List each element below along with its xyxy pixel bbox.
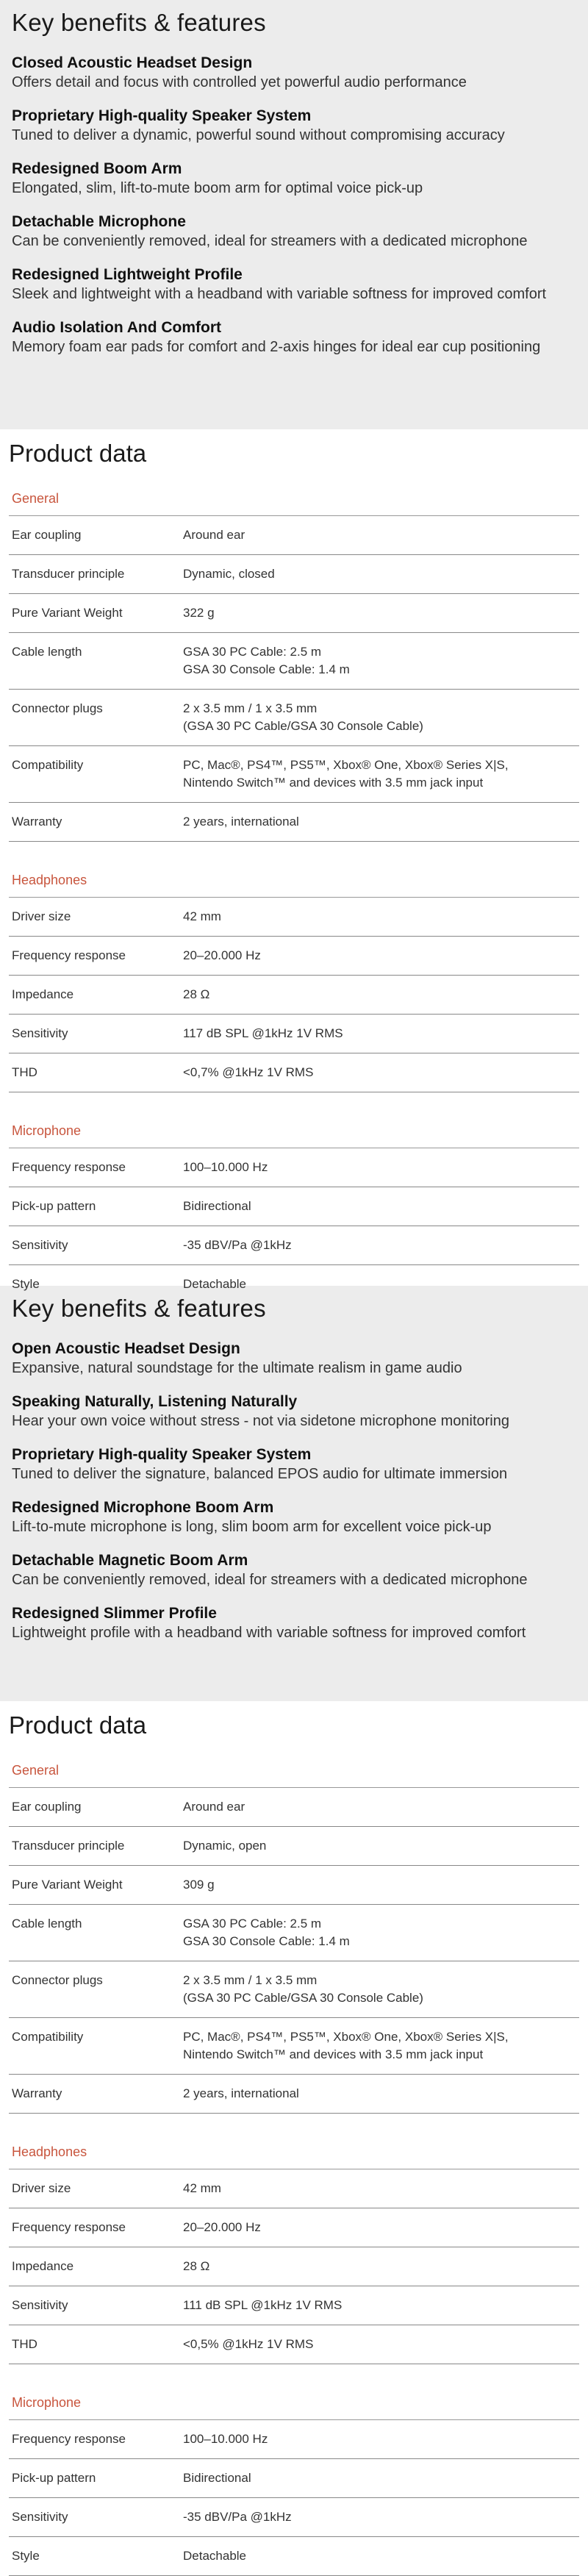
benefit-title: Redesigned Microphone Boom Arm (12, 1499, 274, 1516)
benefit-title: Closed Acoustic Headset Design (12, 54, 253, 71)
key-benefits-heading: Key benefits & features (12, 9, 266, 36)
benefit-title: Audio Isolation And Comfort (12, 319, 222, 336)
spec-group (9, 2136, 579, 2364)
benefit-item (12, 1498, 576, 1537)
spec-label: Sensitivity (12, 2298, 68, 2312)
spec-row (9, 1905, 579, 1961)
spec-row (9, 2075, 579, 2114)
spec-row (9, 1226, 579, 1265)
spec-group-title: Microphone (9, 1115, 579, 1148)
spec-label: Pick-up pattern (12, 2471, 96, 2485)
spec-label: Frequency response (12, 2432, 126, 2446)
key-benefits-heading: Key benefits & features (12, 1295, 266, 1322)
spec-label: Compatibility (12, 2030, 84, 2044)
spec-group (9, 864, 579, 1092)
spec-row (9, 937, 579, 976)
spec-value: <0,7% @1kHz 1V RMS (183, 1065, 314, 1079)
benefit-item (12, 212, 576, 251)
spec-value: Around ear (183, 1800, 245, 1814)
spec-row (9, 898, 579, 937)
benefit-item (12, 1550, 576, 1590)
spec-label: Ear coupling (12, 528, 82, 542)
spec-row (9, 1961, 579, 2018)
spec-value: Bidirectional (183, 1199, 251, 1213)
spec-label: Sensitivity (12, 1238, 68, 1252)
spec-value: GSA 30 PC Cable: 2.5 m GSA 30 Console Cable: 1.4 m (183, 645, 350, 676)
benefit-item (12, 1603, 576, 1643)
benefit-description: Tuned to deliver the signature, balanced EPOS audio for ultimate immersion (12, 1466, 508, 1482)
spec-value: 28 Ω (183, 2259, 210, 2273)
spec-group-title: Headphones (9, 864, 579, 898)
spec-label: Frequency response (12, 1160, 126, 1174)
spec-row (9, 976, 579, 1015)
spec-label: Frequency response (12, 948, 126, 962)
spec-row (9, 1015, 579, 1053)
spec-row (9, 1827, 579, 1866)
benefit-item (12, 1392, 576, 1431)
benefit-description: Hear your own voice without stress - not via sidetone microphone monitoring (12, 1413, 509, 1429)
spec-value: 309 g (183, 1878, 215, 1892)
spec-label: Cable length (12, 1917, 82, 1931)
spec-value: 20–20.000 Hz (183, 948, 261, 962)
spec-row (9, 633, 579, 690)
spec-row (9, 1788, 579, 1827)
benefit-title: Proprietary High-quality Speaker System (12, 1446, 312, 1463)
benefit-title: Proprietary High-quality Speaker System (12, 107, 312, 124)
spec-label: Driver size (12, 909, 71, 923)
spec-value: Dynamic, closed (183, 567, 275, 581)
spec-value: 42 mm (183, 2181, 221, 2195)
spec-value: 2 x 3.5 mm / 1 x 3.5 mm (GSA 30 PC Cable/GSA 30 Console Cable) (183, 1973, 423, 2005)
spec-row (9, 2247, 579, 2286)
benefit-item (12, 106, 576, 146)
spec-label: Frequency response (12, 2220, 126, 2234)
spec-row (9, 1866, 579, 1905)
spec-group-title: Headphones (9, 2136, 579, 2169)
benefit-description: Can be conveniently removed, ideal for streamers with a dedicated microphone (12, 1572, 528, 1588)
spec-value: 111 dB SPL @1kHz 1V RMS (183, 2298, 343, 2312)
product-data-section-1 (0, 429, 588, 1291)
benefit-description: Tuned to deliver a dynamic, powerful sound without compromising accuracy (12, 127, 505, 143)
spec-group (9, 2386, 579, 2576)
benefit-item (12, 53, 576, 93)
spec-value: 117 dB SPL @1kHz 1V RMS (183, 1026, 343, 1040)
benefit-item (12, 1445, 576, 1484)
spec-value: 20–20.000 Hz (183, 2220, 261, 2234)
spec-row (9, 2420, 579, 2459)
benefit-item (12, 1339, 576, 1378)
benefit-item (12, 159, 576, 198)
spec-row (9, 555, 579, 594)
spec-value: 100–10.000 Hz (183, 1160, 268, 1174)
benefit-description: Lightweight profile with a headband with variable softness for improved comfort (12, 1625, 526, 1641)
benefit-description: Elongated, slim, lift-to-mute boom arm for optimal voice pick-up (12, 180, 423, 196)
spec-row (9, 2208, 579, 2247)
benefit-description: Can be conveniently removed, ideal for streamers with a dedicated microphone (12, 233, 528, 249)
benefit-description: Offers detail and focus with controlled yet powerful audio performance (12, 74, 467, 90)
benefit-item (12, 265, 576, 304)
spec-label: THD (12, 1065, 37, 1079)
spec-group-title: General (9, 1754, 579, 1788)
spec-label: Connector plugs (12, 1973, 103, 1987)
spec-label: Pick-up pattern (12, 1199, 96, 1213)
spec-label: Style (12, 1277, 40, 1291)
spec-label: Pure Variant Weight (12, 1878, 123, 1892)
spec-value: 2 x 3.5 mm / 1 x 3.5 mm (GSA 30 PC Cable/GSA 30 Console Cable) (183, 701, 423, 733)
benefit-title: Redesigned Lightweight Profile (12, 266, 243, 283)
benefit-title: Detachable Microphone (12, 213, 186, 230)
benefit-title: Redesigned Slimmer Profile (12, 1605, 217, 1622)
spec-value: Bidirectional (183, 2471, 251, 2485)
spec-group (9, 482, 579, 842)
spec-value: 322 g (183, 606, 215, 620)
spec-row (9, 2498, 579, 2537)
product-data-heading: Product data (9, 1711, 147, 1739)
spec-group (9, 1115, 579, 1304)
spec-value: Dynamic, open (183, 1839, 267, 1853)
spec-label: Compatibility (12, 758, 84, 772)
spec-label: Transducer principle (12, 567, 125, 581)
spec-row (9, 516, 579, 555)
spec-row (9, 2325, 579, 2364)
benefit-title: Speaking Naturally, Listening Naturally (12, 1393, 298, 1410)
spec-label: THD (12, 2337, 37, 2351)
spec-value: GSA 30 PC Cable: 2.5 m GSA 30 Console Cable: 1.4 m (183, 1917, 350, 1948)
spec-row (9, 594, 579, 633)
spec-value: -35 dBV/Pa @1kHz (183, 2510, 292, 2524)
benefit-title: Redesigned Boom Arm (12, 160, 182, 177)
spec-row (9, 2459, 579, 2498)
spec-row (9, 1148, 579, 1187)
spec-value: 2 years, international (183, 815, 299, 829)
spec-label: Warranty (12, 815, 62, 829)
spec-label: Sensitivity (12, 2510, 68, 2524)
spec-row (9, 746, 579, 803)
spec-value: <0,5% @1kHz 1V RMS (183, 2337, 314, 2351)
benefit-item (12, 318, 576, 357)
spec-row (9, 1053, 579, 1092)
spec-row (9, 1187, 579, 1226)
product-data-heading: Product data (9, 440, 147, 467)
key-benefits-section-1 (0, 0, 588, 429)
benefit-title: Open Acoustic Headset Design (12, 1340, 240, 1357)
product-data-section-2 (0, 1701, 588, 2564)
spec-label: Ear coupling (12, 1800, 82, 1814)
spec-label: Impedance (12, 2259, 74, 2273)
spec-label: Connector plugs (12, 701, 103, 715)
benefit-title: Detachable Magnetic Boom Arm (12, 1552, 248, 1569)
benefit-description: Sleek and lightweight with a headband with variable softness for improved comfort (12, 286, 547, 302)
benefit-description: Memory foam ear pads for comfort and 2-axis hinges for ideal ear cup positioning (12, 339, 541, 355)
spec-value: PC, Mac®, PS4™, PS5™, Xbox® One, Xbox® Series X|S, Nintendo Switch™ and devices with 3.5 mm jack input (183, 758, 509, 790)
spec-row (9, 690, 579, 746)
spec-label: Driver size (12, 2181, 71, 2195)
spec-group-title: Microphone (9, 2386, 579, 2420)
spec-label: Warranty (12, 2086, 62, 2100)
spec-value: 2 years, international (183, 2086, 299, 2100)
spec-label: Transducer principle (12, 1839, 125, 1853)
spec-row (9, 2537, 579, 2576)
spec-group (9, 1754, 579, 2114)
benefit-description: Expansive, natural soundstage for the ultimate realism in game audio (12, 1360, 462, 1376)
spec-value: Detachable (183, 1277, 247, 1291)
spec-row (9, 2018, 579, 2075)
spec-label: Impedance (12, 987, 74, 1001)
spec-row (9, 2286, 579, 2325)
spec-row (9, 803, 579, 842)
benefit-description: Lift-to-mute microphone is long, slim boom arm for excellent voice pick-up (12, 1519, 492, 1535)
spec-value: 28 Ω (183, 987, 210, 1001)
spec-group-title: General (9, 482, 579, 516)
spec-label: Cable length (12, 645, 82, 659)
key-benefits-section-2 (0, 1286, 588, 1701)
spec-value: 42 mm (183, 909, 221, 923)
spec-value: Around ear (183, 528, 245, 542)
spec-value: PC, Mac®, PS4™, PS5™, Xbox® One, Xbox® Series X|S, Nintendo Switch™ and devices with 3.5 mm jack input (183, 2030, 509, 2061)
spec-value: Detachable (183, 2549, 247, 2563)
spec-value: -35 dBV/Pa @1kHz (183, 1238, 292, 1252)
spec-row (9, 2169, 579, 2208)
spec-label: Style (12, 2549, 40, 2563)
spec-value: 100–10.000 Hz (183, 2432, 268, 2446)
spec-label: Pure Variant Weight (12, 606, 123, 620)
spec-label: Sensitivity (12, 1026, 68, 1040)
